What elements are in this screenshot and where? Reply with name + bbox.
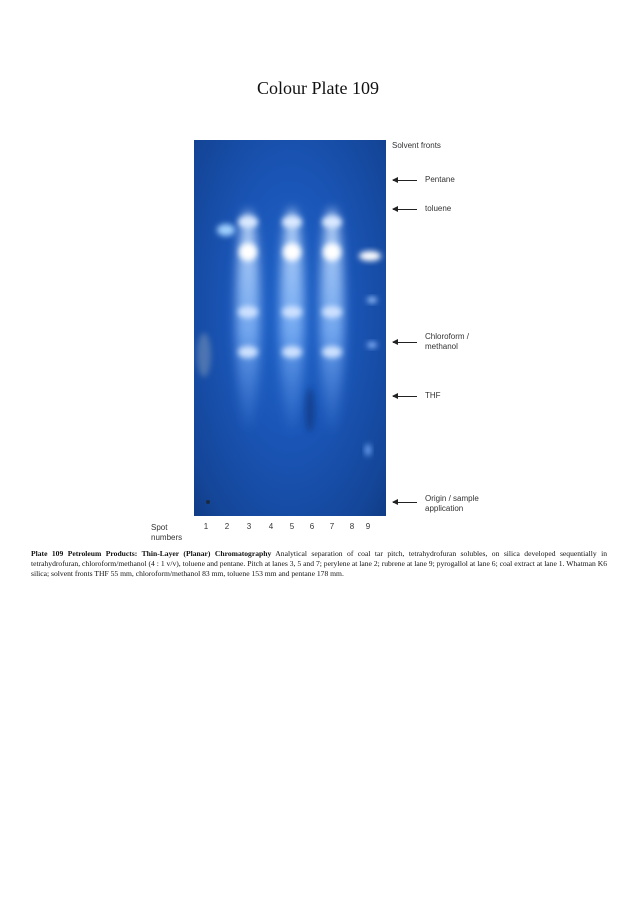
label-origin-sample-application: [425, 494, 479, 514]
label-chloroform-methanol: [425, 332, 469, 352]
lane-5-pitch-streak: [280, 208, 304, 432]
arrow-pentane: [393, 180, 417, 181]
spot-number-7: 7: [329, 522, 335, 531]
tlc-plate-image: [194, 140, 386, 516]
arrow-chloroform-methanol: [393, 342, 417, 343]
spot-number-6: 6: [309, 522, 315, 531]
label-spot-line2: numbers: [151, 533, 183, 542]
lane-2-perylene-spot: [217, 224, 235, 236]
figure-caption: [31, 549, 607, 579]
spot-number-3: 3: [246, 522, 252, 531]
caption-heading: Plate 109 Petroleum Products: Thin-Layer (Planar) Chromatography: [31, 549, 272, 558]
spot-number-9: 9: [365, 522, 371, 531]
spot-number-4: 4: [268, 522, 274, 531]
label-origin-line2: application: [425, 504, 464, 513]
spot-number-8: 8: [349, 522, 355, 531]
label-origin-line1: Origin / sample: [425, 494, 479, 503]
spot-number-2: 2: [224, 522, 230, 531]
plate-title: Colour Plate 109: [257, 78, 379, 98]
lane-6-pyrogallol-spot: [305, 388, 315, 432]
label-pentane: Pentane: [425, 175, 455, 184]
lane-7-pitch-streak: [320, 208, 344, 432]
lane-3-pitch-streak: [236, 210, 260, 430]
tlc-plate-photo: [194, 140, 386, 516]
label-spot-numbers: [151, 523, 182, 543]
label-chloroform-line2: methanol: [425, 342, 458, 351]
arrow-origin: [393, 502, 417, 503]
label-chloroform-line1: Chloroform /: [425, 332, 470, 341]
lane-1-coal-extract-spot: [197, 333, 211, 377]
spot-number-5: 5: [289, 522, 295, 531]
label-thf: THF: [425, 391, 441, 400]
origin-dot: [206, 500, 210, 504]
spot-number-1: 1: [203, 522, 209, 531]
arrow-thf: [393, 396, 417, 397]
label-solvent-fronts: Solvent fronts: [392, 141, 441, 150]
caption-body: Analytical separation of coal tar pitch, tetrahydrofuran solubles, on silica developed sequentially in tetrahydrofuran, chloroform/methanol (4 : 1 v/v), toluene and pentane. Pitch at lanes 3, 5 and 7; perylene at lane 2; rubrene at lane 9; pyrogallol at lane 6; coal extract at lane 1. Whatman K6 silica; solvent fronts THF 55 mm, chloroform/methanol 83 mm, toluene 153 mm and pentane 178 mm.: [31, 549, 608, 578]
arrow-toluene: [393, 209, 417, 210]
lane-9-rubrene-spots: [359, 251, 381, 456]
label-spot-line1: Spot: [151, 523, 168, 532]
label-toluene: toluene: [425, 204, 452, 213]
